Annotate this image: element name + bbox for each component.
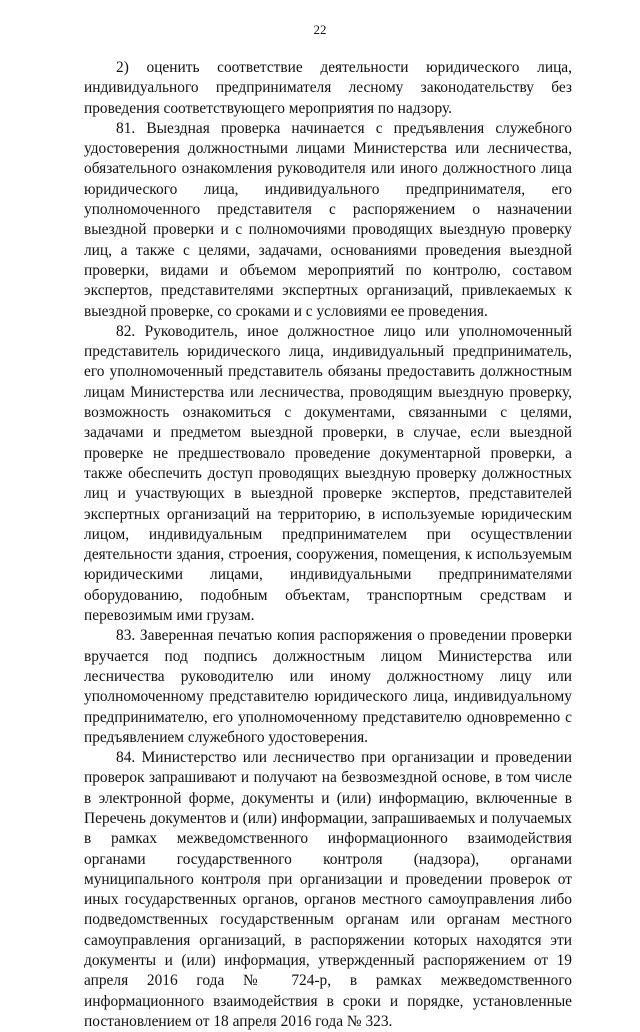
paragraph-81: 81. Выездная проверка начинается с предъявления служебного удостоверения должностными лицами Министерства или лесничества, обязательного ознакомления руководителя или иного должностного лица юридического лица, индивидуального предпринимателя, его уполномоченного представителя с распоряжением о назначении выездной проверки и с полномочиями проводящих выездную проверку лиц, а также с целями, задачами, основаниями проведения выездной проверки, видами и объемом мероприятий по контролю, составом экспертов, представителями экспертных организаций, привлекаемых к выездной проверке, со сроками и с условиями ее проведения. (84, 119, 572, 320)
paragraph-84: 84. Министерство или лесничество при организации и проведении проверок запрашивают и получают на безвозмездной основе, в том числе в электронной форме, документы и (или) информацию, включенные в Перечень документов и (или) информации, запрашиваемых и получаемых в рамках межведомственного информационного взаимодействия органами государственного контроля (надзора), органами муниципального контроля при организации и проведении проверок от иных государственных органов, органов местного самоуправления либо подведомственных государственным органам или органам местного самоуправления организаций, в распоряжении которых находятся эти документы и (или) информация, утвержденный распоряжением от 19 апреля 2016 года № 724-р, в рамках межведомственного информационного взаимодействия в сроки и порядке, установленные постановлением от 18 апреля 2016 года № 323. (84, 749, 572, 1030)
paragraph-82: 82. Руководитель, иное должностное лицо или уполномоченный представитель юридического лица, индивидуальный предприниматель, его уполномоченный представитель обязаны предоставить должностным лицам Министерства или лесничества, проводящим выездную проверку, возможность ознакомиться с документами, связанными с целями, задачами и предметом выездной проверки, в случае, если выездной проверке не предшествовало проведение документарной проверки, а также обеспечить доступ проводящих выездную проверку должностных лиц и участвующих в выездной проверке экспертов, представителей экспертных организаций на территорию, в используемые юридическим лицом, индивидуальным предпринимателем при осуществлении деятельности здания, строения, сооружения, помещения, к используемым юридическими лицами, индивидуальными предпринимателями оборудованию, подобным объектам, транспортным средствам и перевозимым ими грузам. (84, 322, 572, 625)
paragraph-83: 83. Заверенная печатью копия распоряжения о проведении проверки вручается под подпись должностным лицом Министерства или лесничества руководителю или иному должностному лицу или уполномоченному представителю юридического лица, индивидуальному предпринимателю, его уполномоченному представителю одновременно с предъявлением служебного удостоверения. (84, 627, 572, 746)
document-body (84, 58, 572, 1032)
paragraph-subitem-2: 2) оценить соответствие деятельности юридического лица, индивидуального предпринимателя лесному законодательству без проведения соответствующего мероприятия по надзору. (84, 59, 572, 117)
page-number: 22 (313, 22, 327, 37)
